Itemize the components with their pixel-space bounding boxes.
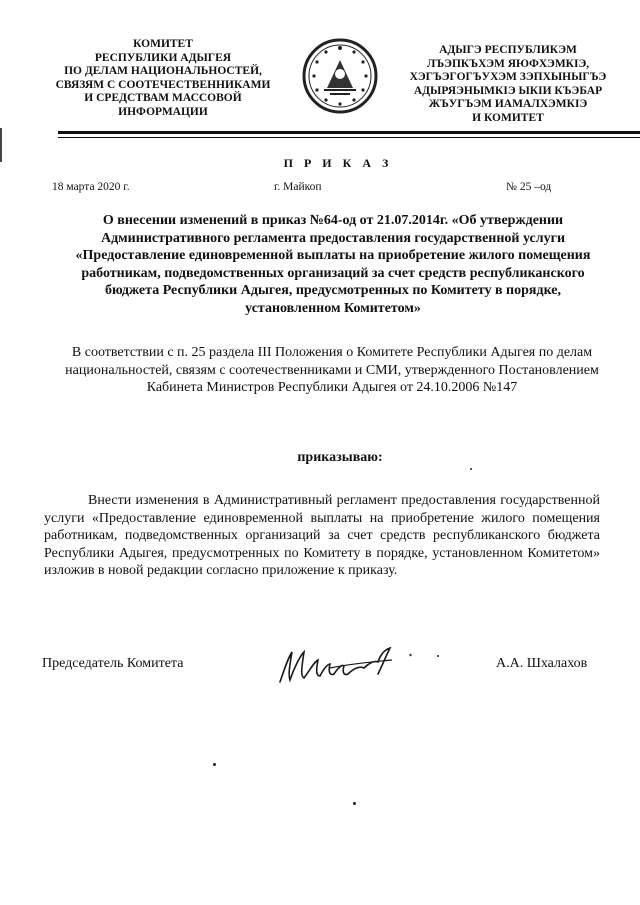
header-divider-thick: [58, 131, 640, 134]
header-right-line: ЛЪЭПКЪХЭМ ЯЮФХЭМКIЭ,: [426, 57, 590, 70]
document-city: г. Майкоп: [274, 181, 322, 193]
document-preamble: В соответствии с п. 25 раздела III Положения о Комитете Республики Адыгея по делам национальностей, связям с соотечественниками и СМИ, утвержденного Постановлением Кабинета Министров Республики Адыгея от 24.10.2006 №147: [65, 345, 599, 395]
scan-speck: [213, 763, 216, 766]
header-right-line: ЖЪУГЪЭМ ИАМАЛХЭМКIЭ: [428, 98, 588, 110]
header-right-org-name: [392, 44, 624, 125]
header-left-line: КОМИТЕТ: [133, 38, 193, 50]
header-right-line: АДЫРЯЭНЫМКIЭ ЫКIИ КЪЭБАР: [413, 84, 603, 97]
document-type: П Р И К А З: [283, 156, 393, 170]
handwritten-signature: [270, 640, 420, 690]
header-right-line: АДЫГЭ РЕСПУБЛИКЭМ: [439, 44, 577, 56]
scan-speck: [353, 802, 356, 805]
header-left-line: СВЯЗЯМ С СООТЕЧЕСТВЕННИКАМИ: [55, 78, 271, 91]
header-right-line: И КОМИТЕТ: [472, 111, 544, 124]
coat-of-arms-emblem-icon: [300, 36, 380, 116]
header-left-line: ИНФОРМАЦИИ: [118, 105, 208, 118]
scan-speck: [437, 655, 439, 657]
header-left-org-name: [48, 38, 278, 119]
header-divider-thin: [58, 137, 640, 138]
header-left-line: РЕСПУБЛИКИ АДЫГЕЯ: [94, 51, 232, 64]
document-title: О внесении изменений в приказ №64-од от 21.07.2014г. «Об утверждении Административного регламента предоставления государственной услуги «Предоставление единовременной выплаты на приобретение жилого помещения работникам, подведомственных организаций за счет средств республиканского бюджета Республики Адыгея, предусмотренных по Комитету в порядке, установленном Комитетом»: [75, 213, 591, 316]
header-left-line: И СРЕДСТВАМ МАССОВОЙ: [84, 92, 242, 104]
order-body: Внести изменения в Административный регламент предоставления государственной услуги «Предоставление единовременной выплаты на приобретение жилого помещения работникам, подведомственных организаций за счет средств республиканского бюджета Республики Адыгея, предусмотренных по Комитету в порядке, установленном Комитетом» изложив в новой редакции согласно приложение к приказу.: [44, 493, 600, 578]
document-date: 18 марта 2020 г.: [52, 181, 130, 193]
signatory-name: А.А. Шхалахов: [496, 656, 588, 671]
scan-speck: [470, 468, 472, 470]
header-left-line: ПО ДЕЛАМ НАЦИОНАЛЬНОСТЕЙ,: [64, 65, 262, 77]
header-right-line: ХЭГЪЭГОГЪУХЭМ ЗЭПХЫНЫГЪЭ: [409, 71, 607, 83]
order-word: приказываю:: [297, 450, 383, 465]
signatory-title: Председатель Комитета: [42, 656, 184, 671]
document-number: № 25 –од: [506, 181, 552, 193]
